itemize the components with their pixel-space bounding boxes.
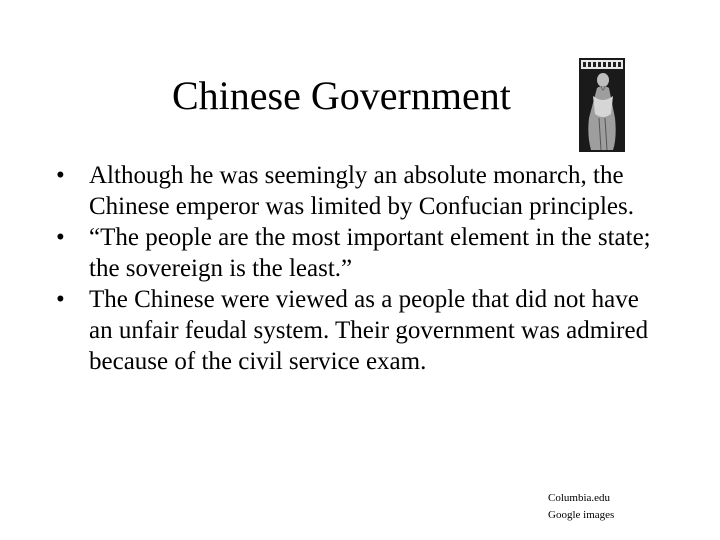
source-credits bbox=[548, 490, 614, 524]
bullet-marker: • bbox=[56, 224, 65, 251]
slide-title: Chinese Government bbox=[172, 73, 511, 118]
bullet-item bbox=[56, 160, 666, 222]
credit-google-images: Google images bbox=[548, 509, 615, 521]
credit-columbia: Columbia.edu bbox=[548, 492, 611, 504]
bullet-text: Although he was seemingly an absolute monarch, the Chinese emperor was limited by Confucian principles. bbox=[89, 162, 635, 220]
bullet-text: The Chinese were viewed as a people that did not have an unfair feudal system. Their government was admired because of the civil service exam. bbox=[89, 286, 649, 375]
bullet-list bbox=[56, 160, 666, 377]
confucius-portrait-icon bbox=[579, 58, 625, 152]
bullet-marker: • bbox=[56, 162, 65, 189]
bullet-text: “The people are the most important element in the state; the sovereign is the least.” bbox=[89, 224, 651, 282]
bullet-marker: • bbox=[56, 286, 65, 313]
bullet-item bbox=[56, 222, 666, 284]
bullet-item bbox=[56, 284, 666, 377]
